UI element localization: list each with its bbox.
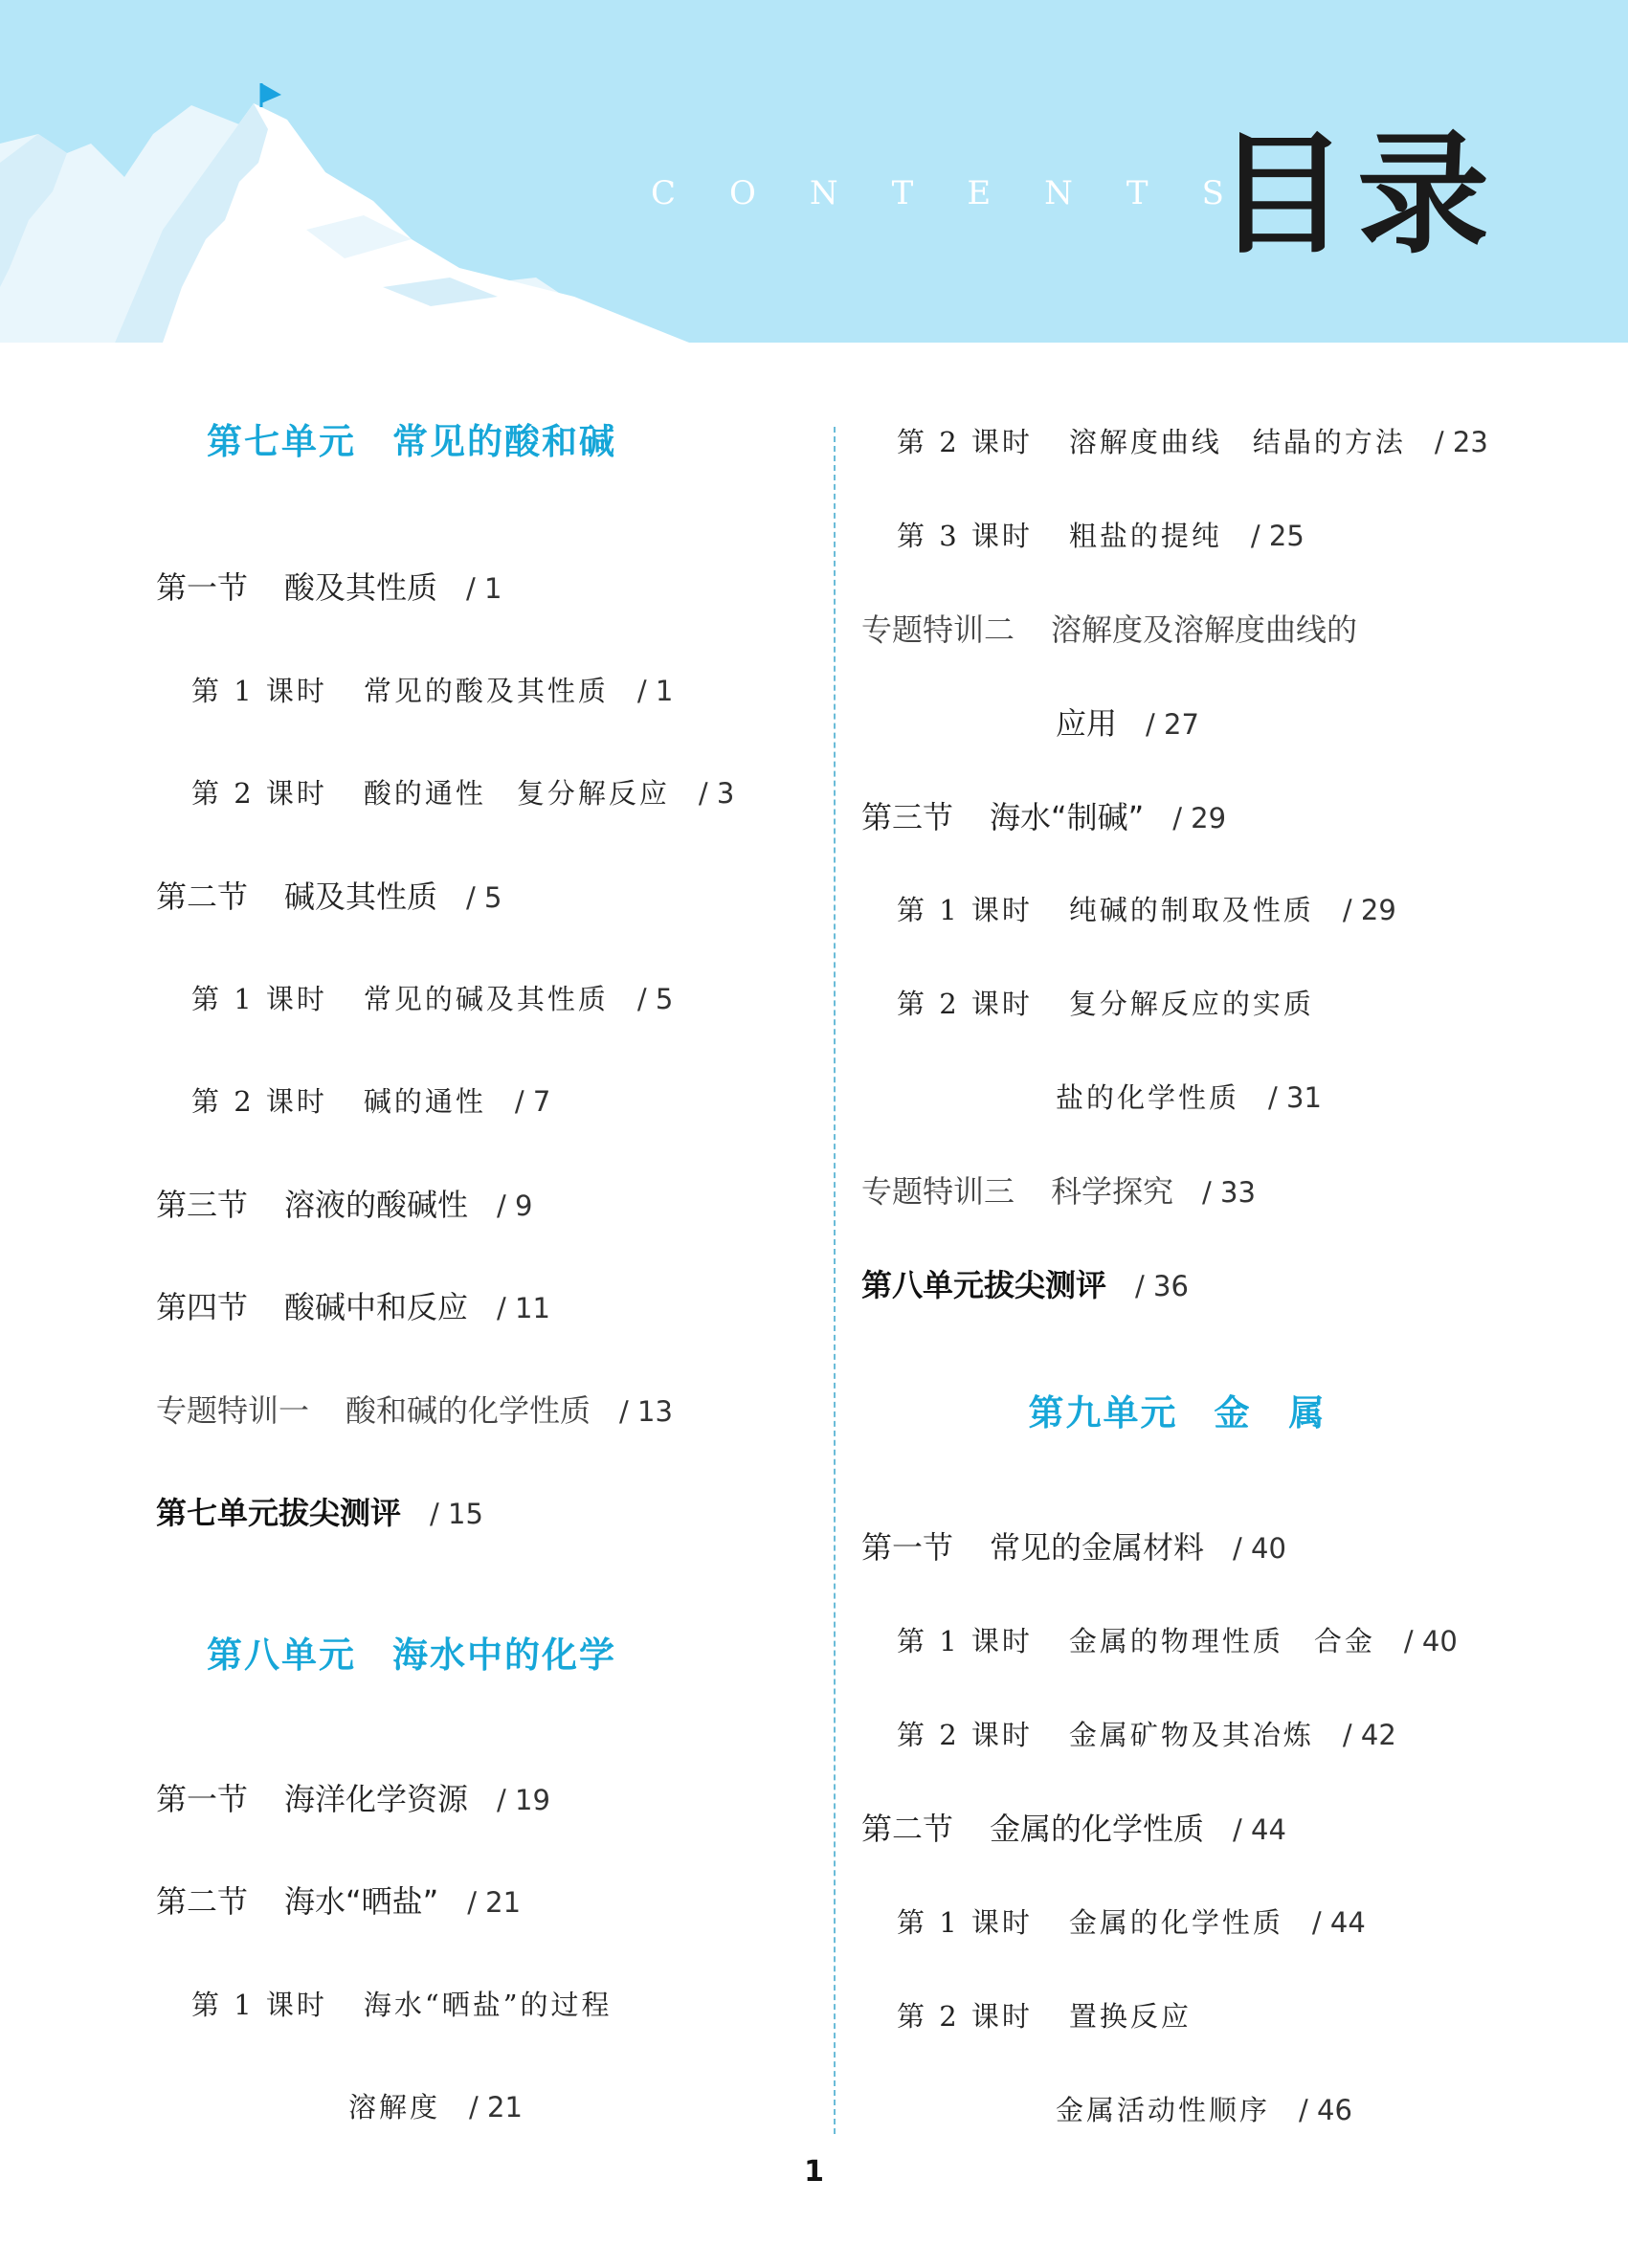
column-divider (834, 427, 836, 2134)
page-ref: / 29 (1342, 894, 1396, 926)
toc-section-entry[interactable] (156, 1882, 521, 1922)
toc-lesson-entry[interactable] (897, 891, 1396, 929)
page-ref: / 5 (466, 881, 502, 914)
entry-title: 盐的化学性质 (1056, 1081, 1240, 1114)
page-ref: / 36 (1135, 1270, 1189, 1302)
toc-section-entry[interactable] (156, 1186, 532, 1225)
toc-lesson-entry[interactable] (897, 517, 1305, 555)
toc-section-entry[interactable] (156, 1780, 550, 1819)
toc-cont-plain-entry[interactable] (1056, 704, 1199, 744)
page-ref: / 19 (497, 1784, 550, 1816)
entry-title: 酸的通性 复分解反应 (363, 777, 670, 810)
page-ref: / 9 (497, 1190, 533, 1222)
entry-label: 第 2 课时 (897, 988, 1033, 1020)
entry-label: 第 2 课时 (897, 426, 1033, 458)
entry-label: 第三节 (156, 1187, 249, 1223)
entry-label: 专题特训三 (861, 1173, 1015, 1210)
entry-label: 第 2 课时 (897, 1719, 1033, 1751)
entry-title: 金属的化学性质 (990, 1811, 1205, 1847)
page-ref: / 33 (1202, 1176, 1256, 1209)
toc-lesson-entry[interactable] (897, 423, 1488, 461)
toc-cont-entry[interactable] (348, 2088, 523, 2126)
entry-title: 海水“制碱” (990, 799, 1145, 835)
entry-label: 第 2 课时 (191, 1085, 327, 1118)
page-ref: / 42 (1342, 1719, 1396, 1751)
unit-title: 金 属 (1214, 1392, 1327, 1434)
toc-lesson-entry[interactable] (897, 1997, 1192, 2035)
page-ref: / 3 (698, 777, 735, 810)
entry-label: 第 1 课时 (897, 1625, 1033, 1657)
entry-title: 酸和碱的化学性质 (346, 1392, 591, 1429)
entry-title: 溶液的酸碱性 (284, 1187, 469, 1223)
page-ref: / 46 (1299, 2094, 1352, 2126)
entry-label: 第二节 (861, 1811, 954, 1847)
entry-title: 酸及其性质 (284, 569, 438, 606)
page-ref: / 1 (466, 572, 502, 605)
entry-title: 溶解度及溶解度曲线的 (1051, 611, 1358, 648)
entry-label: 第 3 课时 (897, 520, 1033, 552)
toc-lesson-entry[interactable] (897, 1622, 1458, 1660)
page-ref: / 44 (1311, 1906, 1366, 1939)
unit-label: 第九单元 (1028, 1392, 1178, 1434)
entry-title: 海水“晒盐”的过程 (363, 1989, 613, 2021)
entry-label: 第 1 课时 (191, 675, 327, 707)
entry-label: 第 1 课时 (191, 1989, 327, 2021)
page-ref: / 25 (1250, 520, 1305, 552)
toc-section-entry[interactable] (861, 798, 1226, 837)
toc-unit-entry (0, 1636, 823, 1675)
entry-label: 第二节 (156, 1883, 249, 1920)
entry-label: 第 2 课时 (897, 2000, 1033, 2033)
page-ref: / 31 (1268, 1081, 1322, 1114)
page-ref: / 21 (467, 1886, 522, 1919)
entry-title: 金属的化学性质 (1068, 1906, 1283, 1939)
flag-icon (261, 83, 281, 103)
page-number: 1 (804, 2155, 824, 2189)
entry-title: 置换反应 (1068, 2000, 1192, 2033)
unit-title: 常见的酸和碱 (392, 421, 616, 462)
entry-label: 第 2 课时 (191, 777, 327, 810)
toc-lesson-entry[interactable] (191, 980, 673, 1018)
entry-title: 常见的碱及其性质 (363, 983, 609, 1015)
entry-title: 应用 (1056, 705, 1118, 742)
entry-title: 第八单元拔尖测评 (861, 1267, 1107, 1303)
toc-cont-entry[interactable] (1056, 1078, 1322, 1117)
header-banner (0, 0, 1628, 343)
entry-label: 第 1 课时 (897, 894, 1033, 926)
entry-label: 第二节 (156, 878, 249, 915)
page-ref: / 1 (636, 675, 674, 707)
unit-label: 第八单元 (207, 1634, 356, 1676)
entry-title: 科学探究 (1051, 1173, 1174, 1210)
entry-title: 纯碱的制取及性质 (1068, 894, 1314, 926)
page-ref: / 44 (1233, 1813, 1286, 1846)
toc-unit-entry (0, 423, 823, 461)
page-ref: / 7 (514, 1085, 551, 1118)
entry-label: 专题特训一 (156, 1392, 310, 1429)
toc-lesson-entry[interactable] (897, 1716, 1396, 1754)
toc-unit-entry (842, 1394, 1512, 1433)
toc-lesson-entry[interactable] (191, 1082, 550, 1121)
entry-title: 碱及其性质 (284, 878, 438, 915)
entry-title: 酸碱中和反应 (284, 1289, 469, 1325)
toc-section-entry[interactable] (156, 1288, 550, 1327)
entry-label: 第一节 (156, 1781, 249, 1817)
entry-title: 复分解反应的实质 (1068, 988, 1314, 1020)
toc-section-entry[interactable] (861, 1528, 1286, 1568)
toc-lesson-entry[interactable] (897, 1903, 1366, 1942)
entry-title: 金属的物理性质 合金 (1068, 1625, 1375, 1657)
entry-title: 溶解度曲线 结晶的方法 (1068, 426, 1406, 458)
toc-lesson-entry[interactable] (191, 672, 673, 710)
page-ref: / 29 (1172, 802, 1227, 834)
page-ref: / 13 (619, 1395, 673, 1428)
entry-label: 第 1 课时 (191, 983, 327, 1015)
page-ref: / 40 (1403, 1625, 1458, 1657)
contents-word: CONTENTS (651, 174, 1278, 212)
entry-title: 溶解度 (348, 2091, 441, 2123)
entry-title: 金属矿物及其冶炼 (1068, 1719, 1314, 1751)
entry-label: 第三节 (861, 799, 954, 835)
toc-test-entry[interactable] (156, 1494, 483, 1533)
toc-lesson-entry[interactable] (191, 1986, 613, 2024)
entry-title: 碱的通性 (363, 1085, 486, 1118)
entry-title: 海洋化学资源 (284, 1781, 469, 1817)
page-ref: / 5 (636, 983, 674, 1015)
entry-title: 常见的金属材料 (990, 1529, 1205, 1566)
entry-title: 第七单元拔尖测评 (156, 1495, 402, 1531)
toc-special-entry[interactable] (861, 1172, 1256, 1212)
entry-title: 常见的酸及其性质 (363, 675, 609, 707)
toc-lesson-entry[interactable] (897, 985, 1314, 1023)
entry-title: 粗盐的提纯 (1068, 520, 1222, 552)
entry-label: 第一节 (861, 1529, 954, 1566)
entry-label: 第一节 (156, 569, 249, 606)
entry-label: 专题特训二 (861, 611, 1015, 648)
entry-label: 第 1 课时 (897, 1906, 1033, 1939)
page-ref: / 15 (430, 1498, 483, 1530)
entry-title: 金属活动性顺序 (1056, 2094, 1271, 2126)
page-ref: / 40 (1233, 1532, 1286, 1565)
toc-test-entry[interactable] (861, 1266, 1189, 1305)
page-ref: / 21 (469, 2091, 523, 2123)
page-ref: / 11 (497, 1292, 550, 1324)
page-ref: / 23 (1434, 426, 1488, 458)
toc-section-entry[interactable] (861, 1810, 1286, 1849)
toc-lesson-entry[interactable] (191, 774, 734, 812)
toc-special-entry[interactable] (861, 611, 1357, 649)
unit-label: 第七单元 (207, 421, 356, 462)
unit-title: 海水中的化学 (392, 1634, 616, 1676)
entry-label: 第四节 (156, 1289, 249, 1325)
toc-cont-entry[interactable] (1056, 2091, 1352, 2129)
snow-mountain-illustration (0, 0, 689, 343)
toc-section-entry[interactable] (156, 568, 502, 608)
entry-title: 海水“晒盐” (284, 1883, 439, 1920)
page-title: 目录 (1215, 118, 1500, 272)
page-ref: / 27 (1146, 708, 1199, 741)
toc-special-entry[interactable] (156, 1391, 673, 1431)
toc-section-entry[interactable] (156, 878, 502, 917)
